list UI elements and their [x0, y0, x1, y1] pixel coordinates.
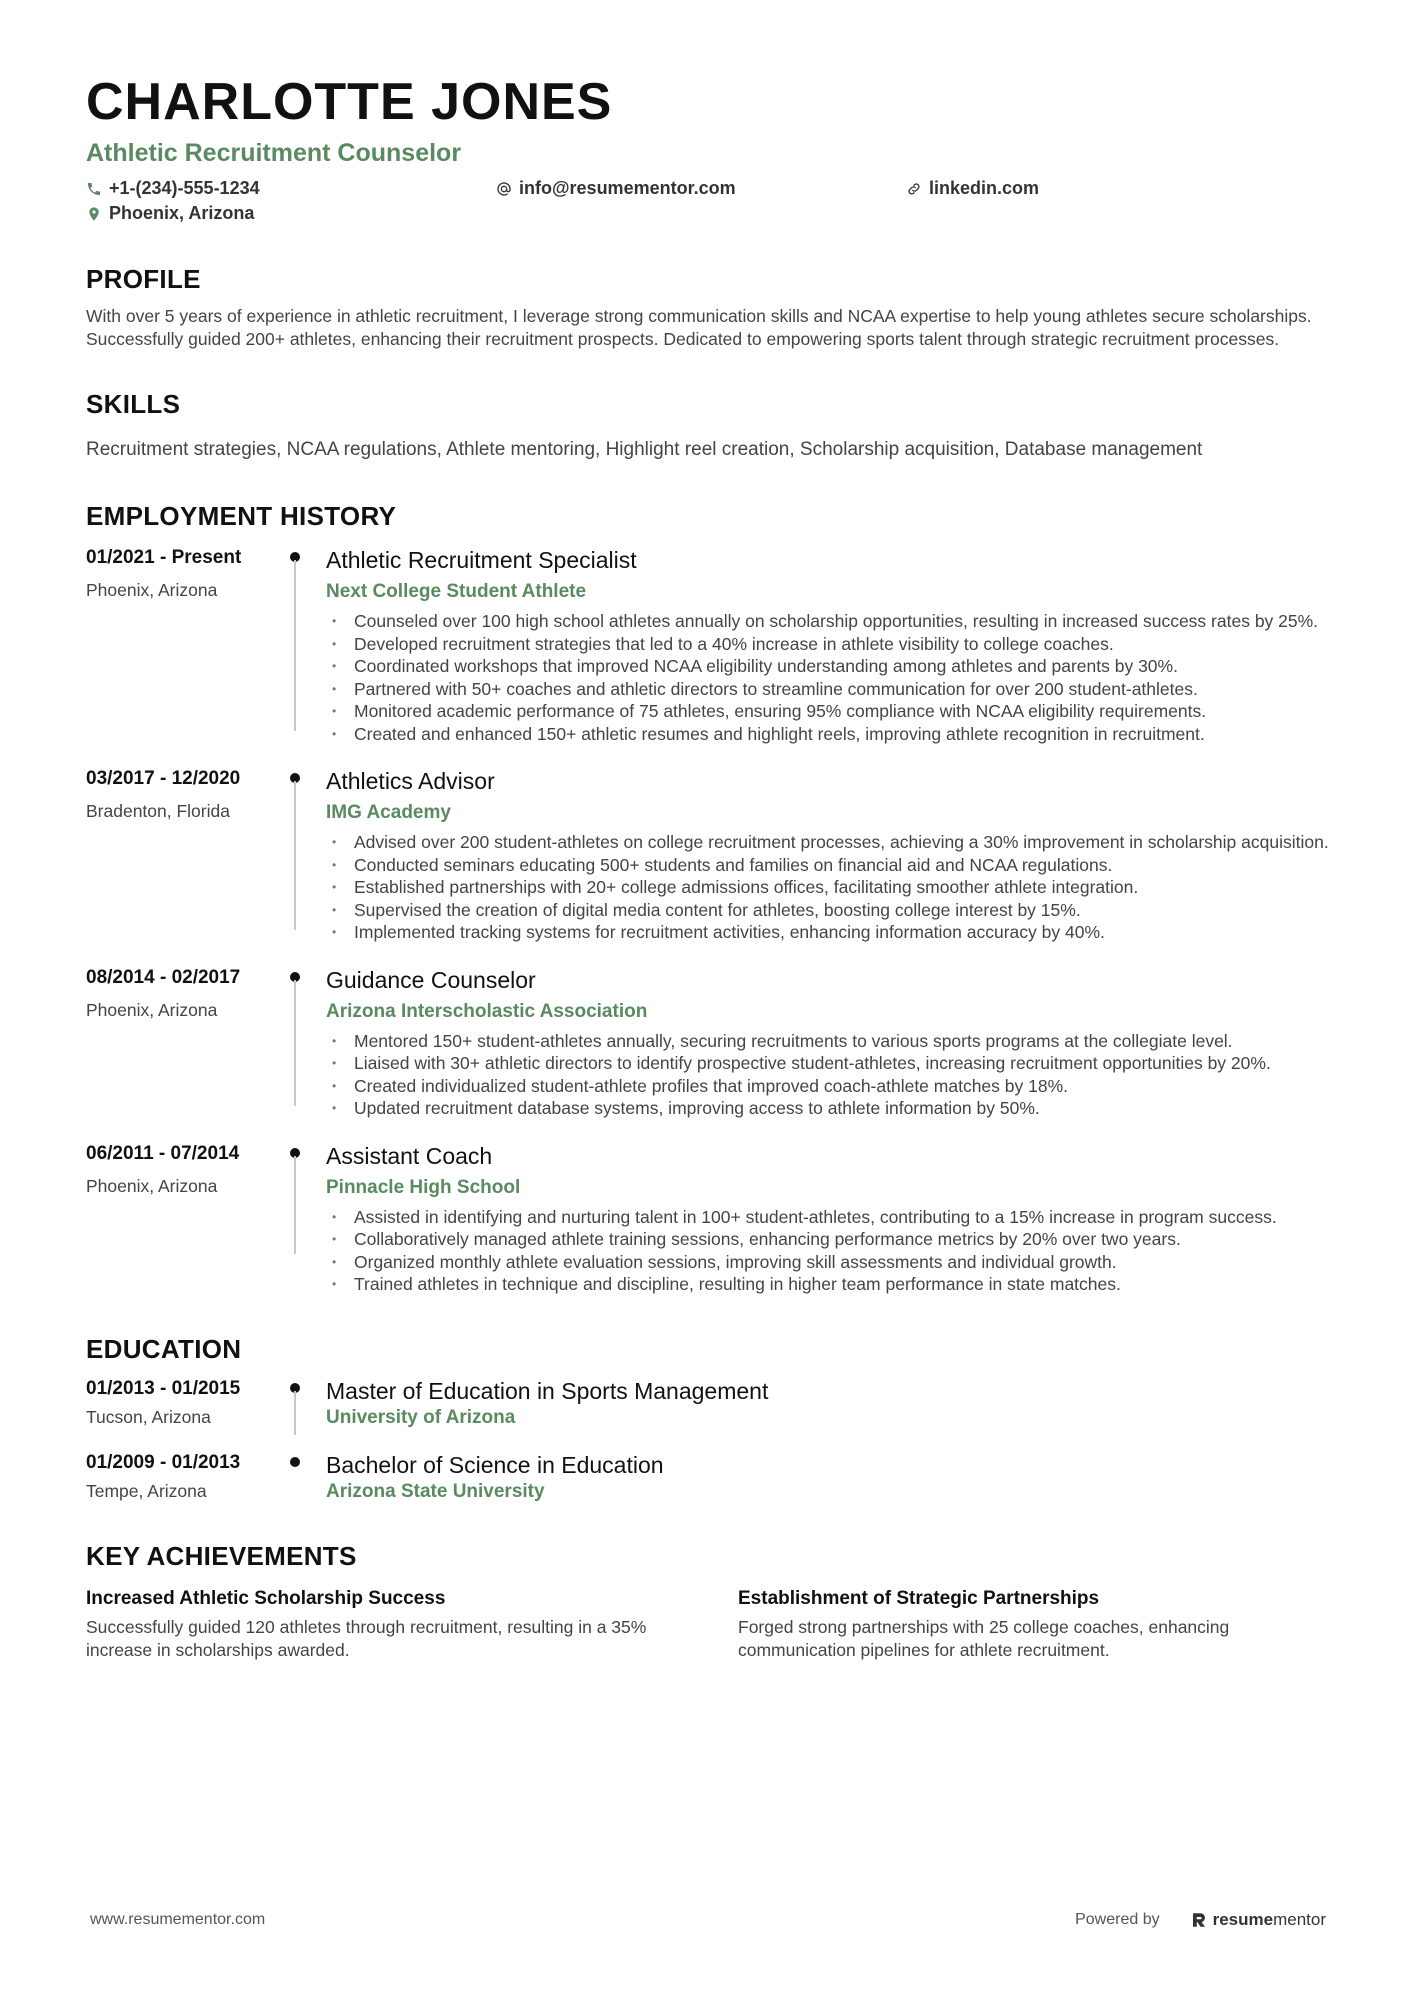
job-bullet: • Coordinated workshops that improved NCAA eligibility understanding among athletes and parents by 30%.: [326, 655, 1331, 678]
timeline-line: [294, 560, 296, 731]
job-bullet: • Counseled over 100 high school athletes annually on scholarship opportunities, resulting in increased success rates by 25%.: [326, 610, 1331, 633]
job-position: Athletic Recruitment Specialist: [326, 547, 637, 573]
logo-text-light: mentor: [1273, 1910, 1326, 1929]
job-bullet: • Partnered with 50+ coaches and athletic directors to streamline communication for over 200 student-athletes.: [326, 678, 1331, 701]
footer: [90, 1910, 1326, 1930]
job-entry: [86, 546, 1331, 745]
education-school: Arizona State University: [326, 1480, 545, 1502]
phone-icon: [86, 181, 102, 197]
job-bullet: • Created and enhanced 150+ athletic resumes and highlight reels, improving athlete recognition in recruitment.: [326, 723, 1331, 746]
job-bullets: [326, 1030, 1331, 1120]
education-school: University of Arizona: [326, 1406, 516, 1428]
logo-mark-icon: [1190, 1911, 1208, 1929]
contact-info: [86, 176, 1331, 226]
education-dates: 01/2013 - 01/2015: [86, 1377, 241, 1399]
contact-location: [86, 201, 496, 226]
employment-heading: EMPLOYMENT HISTORY: [86, 501, 397, 531]
employment-timeline: [86, 546, 1331, 1296]
education-heading: EDUCATION: [86, 1333, 242, 1364]
header: [86, 70, 1331, 226]
linkedin-text: linkedin.com: [929, 178, 1040, 198]
job-bullet: • Updated recruitment database systems, improving access to athlete information by 50%.: [326, 1097, 1331, 1120]
job-dates: 06/2011 - 07/2014: [86, 1142, 240, 1164]
education-entry: [86, 1451, 1331, 1503]
achievements-section: [86, 1541, 1331, 1662]
phone-text: +1-(234)-555-1234: [109, 178, 260, 198]
job-bullet: • Established partnerships with 20+ college admissions offices, facilitating smoother athlete integration.: [326, 876, 1331, 899]
job-location: Bradenton, Florida: [86, 801, 230, 821]
education-timeline: [86, 1377, 1331, 1503]
job-bullet: • Implemented tracking systems for recruitment activities, enhancing information accuracy by 40%.: [326, 921, 1331, 944]
job-company: IMG Academy: [326, 802, 451, 823]
location-text: Phoenix, Arizona: [109, 203, 255, 223]
achievement-title: Increased Athletic Scholarship Success: [86, 1587, 446, 1609]
job-location: Phoenix, Arizona: [86, 580, 218, 600]
job-bullet: • Trained athletes in technique and discipline, resulting in higher team performance in state matches.: [326, 1273, 1331, 1296]
achievements-heading: KEY ACHIEVEMENTS: [86, 1540, 357, 1571]
resume-page: [86, 70, 1331, 1662]
profile-heading: PROFILE: [86, 264, 201, 294]
job-position: Guidance Counselor: [326, 966, 536, 993]
skills-section: [86, 389, 1331, 461]
logo-text-bold: resume: [1212, 1910, 1274, 1929]
education-entry: [86, 1377, 1331, 1429]
timeline-dot: [290, 1457, 300, 1467]
job-bullet: • Monitored academic performance of 75 athletes, ensuring 95% compliance with NCAA eligibility requirements.: [326, 700, 1331, 723]
achievement-desc: Successfully guided 120 athletes through recruitment, resulting in a 35% increase in scholarships awarded.: [86, 1616, 647, 1660]
education-degree: Bachelor of Science in Education: [326, 1451, 664, 1478]
contact-phone: [86, 176, 496, 201]
job-bullet: • Assisted in identifying and nurturing talent in 100+ student-athletes, contributing to a 15% increase in program success.: [326, 1206, 1331, 1229]
profile-section: [86, 264, 1331, 351]
skills-text: Recruitment strategies, NCAA regulations, Athlete mentoring, Highlight reel creation, Scholarship acquisition, Database management: [86, 439, 1203, 460]
job-bullets: [326, 1206, 1331, 1296]
achievement-desc: Forged strong partnerships with 25 college coaches, enhancing communication pipelines for athlete recruitment.: [738, 1616, 1230, 1660]
job-bullet: • Organized monthly athlete evaluation sessions, improving skill assessments and individual growth.: [326, 1251, 1331, 1274]
timeline-rail: [286, 1377, 326, 1429]
job-location: Phoenix, Arizona: [86, 1175, 218, 1196]
job-company: Arizona Interscholastic Association: [326, 1000, 648, 1022]
education-dates: 01/2009 - 01/2013: [86, 1451, 241, 1473]
education-location: Tempe, Arizona: [86, 1480, 207, 1501]
job-title: Athletic Recruitment Counselor: [86, 139, 462, 167]
resumementor-logo[interactable]: [1190, 1910, 1326, 1930]
footer-url[interactable]: www.resumementor.com: [90, 1911, 266, 1928]
job-bullet: • Supervised the creation of digital media content for athletes, boosting college interest by 15%.: [326, 899, 1331, 922]
education-degree: Master of Education in Sports Management: [326, 1377, 769, 1404]
job-bullets: [326, 610, 1331, 745]
job-dates: 03/2017 - 12/2020: [86, 768, 241, 789]
timeline-line: [294, 1156, 296, 1254]
job-entry: [86, 1142, 1331, 1296]
job-company: Next College Student Athlete: [326, 581, 587, 602]
job-location: Phoenix, Arizona: [86, 999, 218, 1020]
location-pin-icon: [86, 206, 102, 222]
job-dates: 08/2014 - 02/2017: [86, 966, 241, 988]
job-company: Pinnacle High School: [326, 1176, 521, 1198]
timeline-rail: [286, 1142, 326, 1296]
timeline-rail: [286, 546, 326, 745]
contact-email[interactable]: [496, 176, 906, 201]
timeline-rail: [286, 767, 326, 944]
job-bullet: • Advised over 200 student-athletes on college recruitment processes, achieving a 30% improvement in scholarship acquisition.: [326, 831, 1331, 854]
powered-by-text: Powered by: [1075, 1911, 1160, 1928]
job-bullet: • Collaboratively managed athlete training sessions, enhancing performance metrics by 20% over two years.: [326, 1228, 1331, 1251]
achievement-item: [738, 1588, 1328, 1662]
timeline-rail: [286, 1451, 326, 1503]
job-bullet: • Developed recruitment strategies that led to a 40% increase in athlete visibility to college coaches.: [326, 633, 1331, 656]
job-position: Assistant Coach: [326, 1142, 493, 1169]
contact-linkedin[interactable]: [906, 176, 1316, 201]
job-bullet: • Mentored 150+ student-athletes annually, securing recruitments to various sports programs at the collegiate level.: [326, 1030, 1331, 1053]
link-icon: [906, 181, 922, 197]
job-bullet: • Created individualized student-athlete profiles that improved coach-athlete matches by 18%.: [326, 1075, 1331, 1098]
profile-text: With over 5 years of experience in athletic recruitment, I leverage strong communication skills and NCAA expertise to help young athletes secure scholarships. Successfully guided 200+ athletes, enhancing their recruitment prospects. Dedicated to empowering sports talent through strategic recruitment processes.: [86, 306, 1312, 349]
job-entry: [86, 966, 1331, 1120]
job-bullet: • Conducted seminars educating 500+ students and families on financial aid and NCAA regulations.: [326, 854, 1331, 877]
timeline-line: [294, 781, 296, 930]
skills-heading: SKILLS: [86, 389, 181, 419]
job-dates: 01/2021 - Present: [86, 547, 242, 568]
footer-branding: [1075, 1910, 1326, 1930]
candidate-name: CHARLOTTE JONES: [86, 73, 613, 131]
achievement-title: Establishment of Strategic Partnerships: [738, 1587, 1100, 1609]
achievement-item: [86, 1588, 676, 1662]
job-entry: [86, 767, 1331, 944]
job-position: Athletics Advisor: [326, 768, 495, 794]
timeline-line: [294, 1391, 296, 1435]
achievements-grid: [86, 1588, 1331, 1662]
timeline-line: [294, 980, 296, 1106]
timeline-rail: [286, 966, 326, 1120]
employment-section: [86, 501, 1331, 1296]
job-bullet: • Liaised with 30+ athletic directors to identify prospective student-athletes, increasing recruitment opportunities by 20%.: [326, 1052, 1331, 1075]
email-text: info@resumementor.com: [519, 178, 736, 198]
job-bullets: [326, 831, 1331, 944]
education-location: Tucson, Arizona: [86, 1406, 211, 1427]
education-section: [86, 1334, 1331, 1503]
at-icon: [496, 181, 512, 197]
